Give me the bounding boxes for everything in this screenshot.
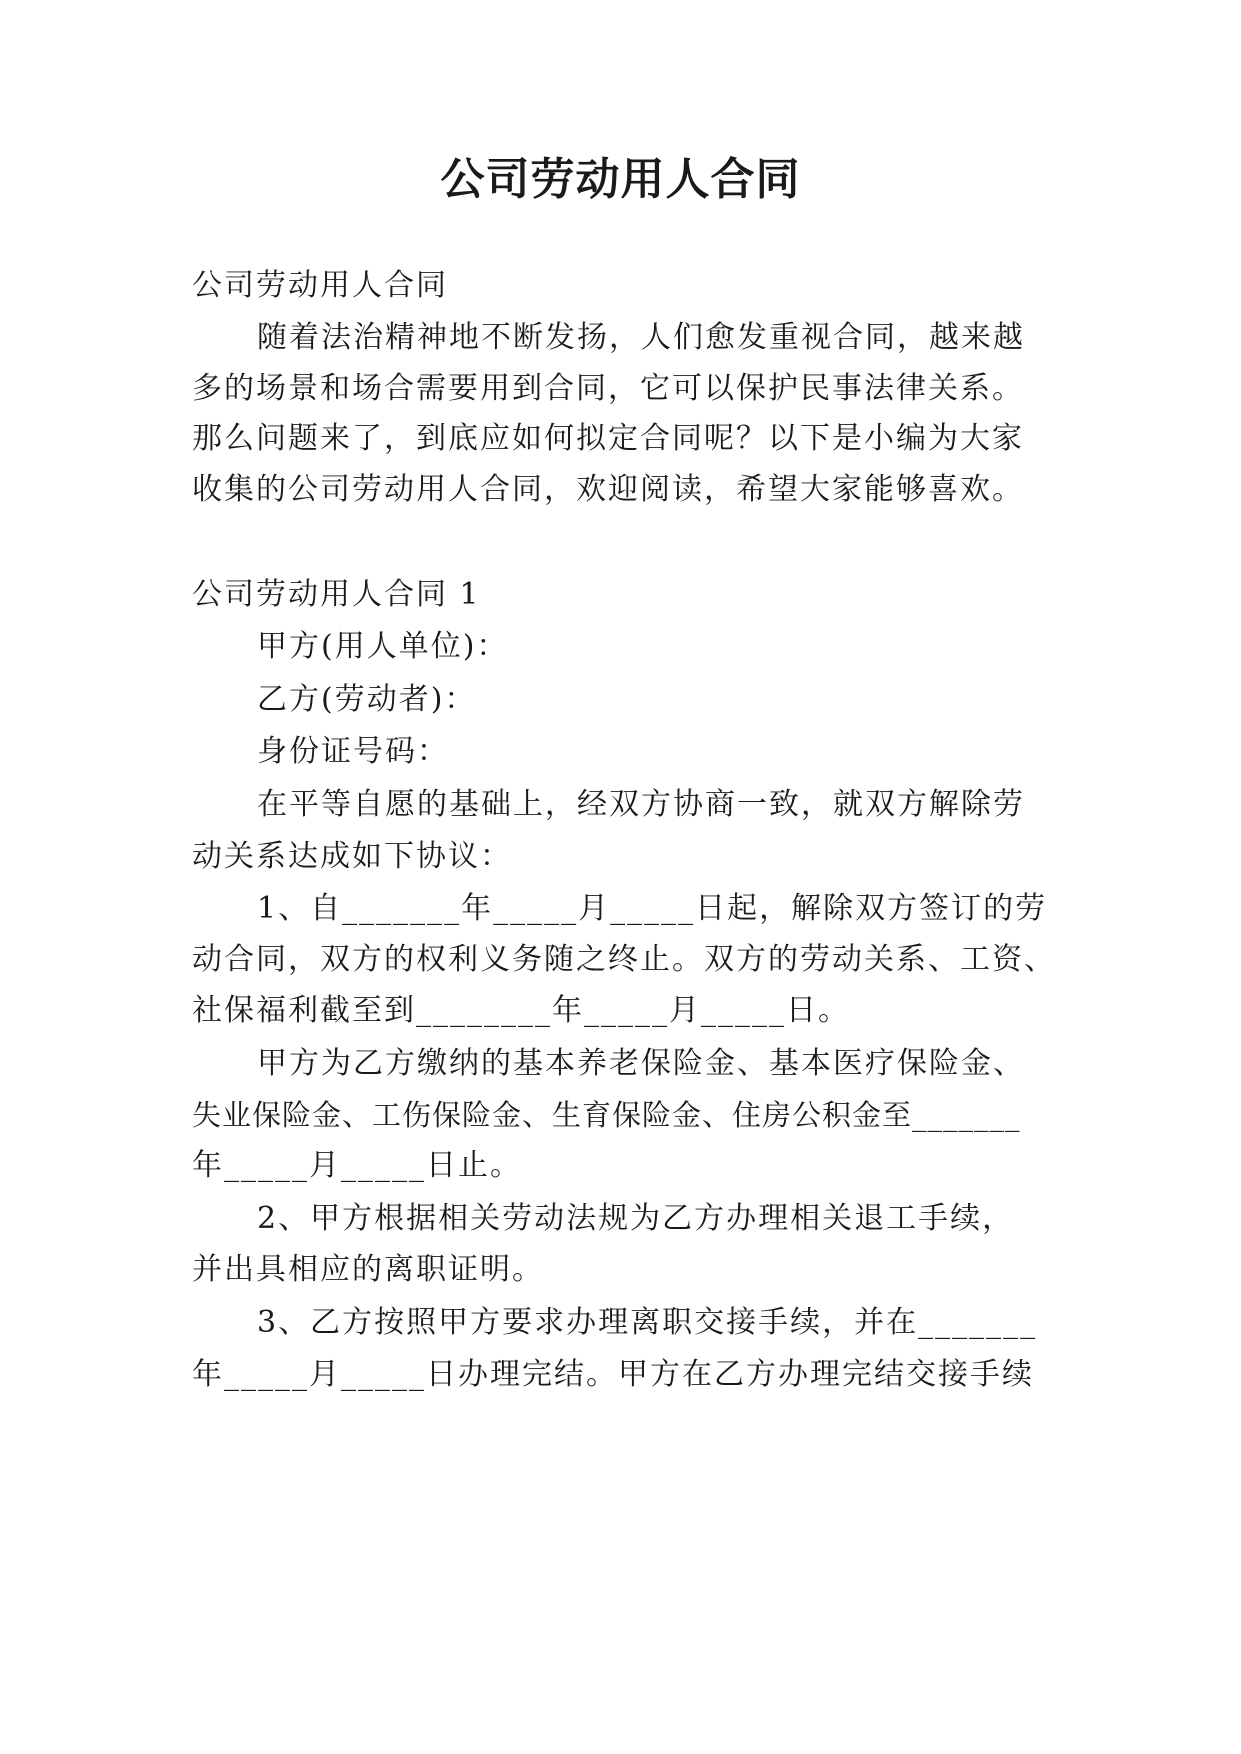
text-line: 动合同，双方的权利义务随之终止。双方的劳动关系、工资、 <box>192 942 1056 977</box>
text-line: 年_____月_____日办理完结。甲方在乙方办理完结交接手续 <box>192 1357 1034 1392</box>
text-line: 并出具相应的离职证明。 <box>192 1252 544 1287</box>
text-line: 社保福利截至到________年_____月_____日。 <box>192 993 850 1028</box>
text-line: 失业保险金、工伤保险金、生育保险金、住房公积金至_______ <box>192 1098 1021 1132</box>
text-line: 在平等自愿的基础上，经双方协商一致，就双方解除劳 <box>257 787 1025 822</box>
text-line: 随着法治精神地不断发扬，人们愈发重视合同，越来越 <box>257 320 1025 355</box>
text-line: 1、自_______年_____月_____日起，解除双方签订的劳 <box>257 891 1048 926</box>
section-heading: 公司劳动用人合同 1 <box>192 577 481 612</box>
text-line: 3、乙方按照甲方要求办理离职交接手续，并在_______ <box>257 1305 1038 1340</box>
text-line: 乙方(劳动者)： <box>257 682 477 717</box>
text-line: 公司劳动用人合同 <box>192 268 448 303</box>
text-line: 2、甲方根据相关劳动法规为乙方办理相关退工手续， <box>257 1201 1015 1236</box>
text-line: 年_____月_____日止。 <box>192 1148 522 1183</box>
text-line: 动关系达成如下协议： <box>192 839 512 874</box>
text-line: 甲方(用人单位)： <box>257 629 509 664</box>
text-line: 身份证号码： <box>257 734 449 769</box>
text-line: 多的场景和场合需要用到合同，它可以保护民事法律关系。 <box>192 371 1024 406</box>
document-title: 公司劳动用人合同 <box>440 154 801 205</box>
text-line: 甲方为乙方缴纳的基本养老保险金、基本医疗保险金、 <box>257 1046 1025 1081</box>
text-line: 收集的公司劳动用人合同，欢迎阅读，希望大家能够喜欢。 <box>192 472 1024 507</box>
text-line: 那么问题来了，到底应如何拟定合同呢？以下是小编为大家 <box>192 421 1024 456</box>
